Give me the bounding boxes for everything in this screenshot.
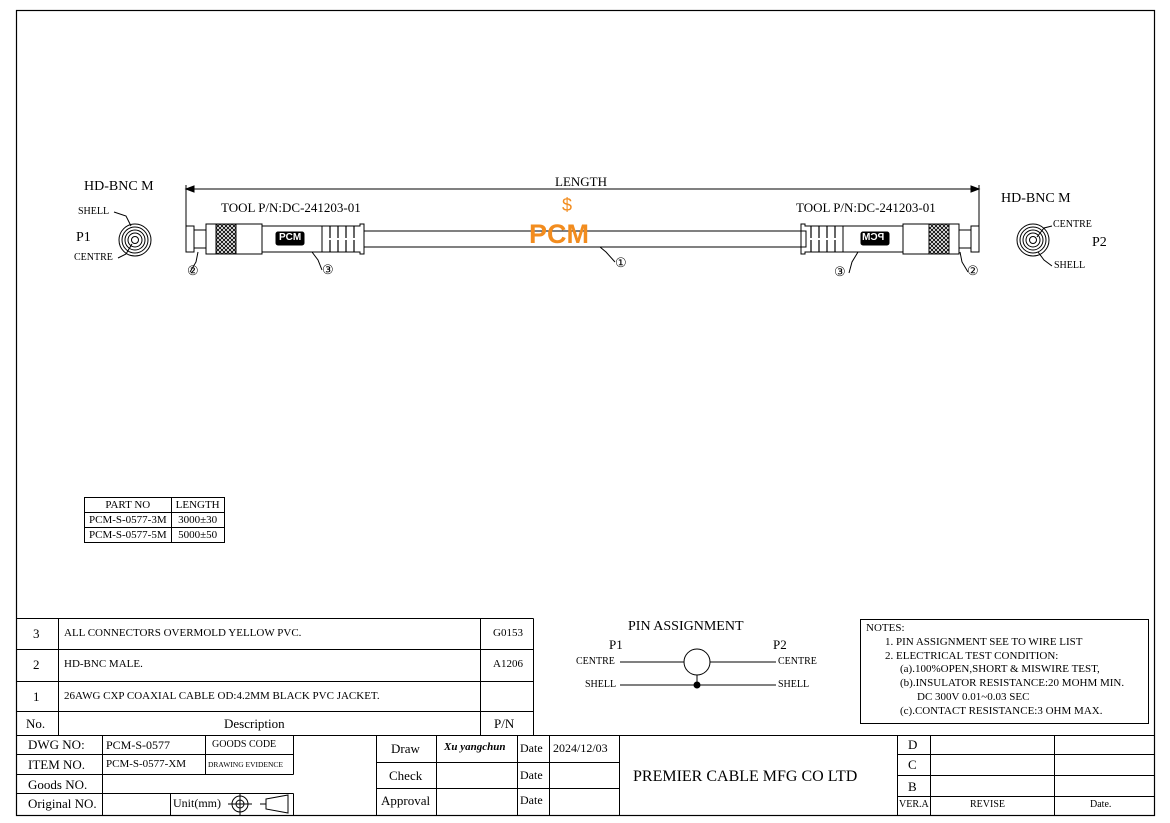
table-row bbox=[85, 513, 225, 528]
draw-date-value: 2024/12/03 bbox=[553, 741, 608, 755]
bom-header-pn: P/N bbox=[494, 716, 515, 731]
left-connector-title: HD-BNC M bbox=[84, 179, 154, 194]
part-no-cell: PCM-S-0577-5M bbox=[85, 528, 172, 543]
bom-header-description: Description bbox=[224, 716, 285, 731]
part-no-cell: PCM-S-0577-3M bbox=[85, 513, 172, 528]
pin-centre-left: CENTRE bbox=[576, 656, 615, 667]
revision-date-label: Date. bbox=[1090, 799, 1112, 810]
pin-assignment-title: PIN ASSIGNMENT bbox=[628, 619, 744, 634]
notes-line: (a).100%OPEN,SHORT & MISWIRE TEST, bbox=[900, 663, 1100, 675]
check-label: Check bbox=[389, 768, 423, 783]
item-no-value: PCM-S-0577-XM bbox=[106, 758, 187, 770]
length-cell: 3000±30 bbox=[171, 513, 224, 528]
approval-label: Approval bbox=[381, 793, 431, 808]
revision-b: B bbox=[908, 779, 917, 794]
left-tool-pn: TOOL P/N:DC-241203-01 bbox=[221, 200, 361, 215]
left-centre-label: CENTRE bbox=[74, 252, 113, 263]
dwg-no-label: DWG NO: bbox=[28, 737, 85, 752]
original-no-label: Original NO. bbox=[28, 796, 97, 811]
table-header-length: LENGTH bbox=[171, 498, 224, 513]
table-header-part-no: PART NO bbox=[85, 498, 172, 513]
bom-row-description: ALL CONNECTORS OVERMOLD YELLOW PVC. bbox=[64, 627, 302, 639]
callout-2-right: ② bbox=[967, 263, 979, 278]
pin-shell-right: SHELL bbox=[778, 679, 810, 690]
left-port-label: P1 bbox=[76, 230, 91, 245]
check-date-label: Date bbox=[520, 768, 543, 782]
bom-row-description: 26AWG CXP COAXIAL CABLE OD:4.2MM BLACK PVC JACKET. bbox=[64, 690, 380, 702]
dwg-no-value: PCM-S-0577 bbox=[106, 738, 171, 752]
revise-label: REVISE bbox=[970, 799, 1005, 810]
notes-line: 1. PIN ASSIGNMENT SEE TO WIRE LIST bbox=[885, 636, 1083, 648]
part-length-table bbox=[84, 497, 225, 543]
bom-row-pn: G0153 bbox=[493, 627, 523, 639]
approval-date-label: Date bbox=[520, 793, 543, 807]
draw-date-label: Date bbox=[520, 741, 543, 755]
notes-line: (c).CONTACT RESISTANCE:3 OHM MAX. bbox=[900, 705, 1103, 717]
bom-row-no: 3 bbox=[33, 626, 40, 641]
table-row bbox=[85, 528, 225, 543]
notes-line: 2. ELECTRICAL TEST CONDITION: bbox=[885, 650, 1059, 662]
notes-title: NOTES: bbox=[866, 622, 905, 634]
notes-line: (b).INSULATOR RESISTANCE:20 MOHM MIN. bbox=[900, 677, 1125, 689]
draw-label: Draw bbox=[391, 741, 420, 756]
pcm-logo-mark: $ bbox=[562, 195, 573, 215]
bom-row-no: 2 bbox=[33, 657, 40, 672]
bom-row-pn: A1206 bbox=[493, 658, 523, 670]
callout-3-left: ③ bbox=[322, 262, 334, 277]
callout-3-right: ③ bbox=[834, 264, 846, 279]
notes-line: DC 300V 0.01~0.03 SEC bbox=[917, 691, 1030, 703]
drawing-evidence-label: DRAWING EVIDENCE bbox=[208, 760, 284, 769]
pin-p1-label: P1 bbox=[609, 637, 623, 652]
pin-shell-left: SHELL bbox=[585, 679, 617, 690]
callout-1-cable: ① bbox=[615, 255, 627, 270]
goods-no-label: Goods NO. bbox=[28, 777, 88, 792]
bom-row-no: 1 bbox=[33, 689, 40, 704]
draw-signature: Xu yangchun bbox=[444, 741, 506, 753]
pcm-logo: PCM bbox=[529, 219, 589, 249]
right-overmold-logo: PCM bbox=[862, 232, 885, 243]
right-connector-title: HD-BNC M bbox=[1001, 191, 1071, 206]
ver-label: VER.A bbox=[899, 799, 929, 810]
left-overmold-logo: PCM bbox=[279, 232, 302, 243]
revision-c: C bbox=[908, 757, 917, 772]
pin-p2-label: P2 bbox=[773, 637, 787, 652]
right-shell-label: SHELL bbox=[1054, 260, 1086, 271]
table-header-row bbox=[85, 498, 225, 513]
bom-row-description: HD-BNC MALE. bbox=[64, 658, 143, 670]
callout-2-left: ② bbox=[187, 263, 199, 278]
goods-code-label: GOODS CODE bbox=[212, 739, 277, 750]
right-tool-pn: TOOL P/N:DC-241203-01 bbox=[796, 200, 936, 215]
item-no-label: ITEM NO. bbox=[28, 757, 86, 772]
length-label: LENGTH bbox=[555, 174, 607, 189]
pin-centre-right: CENTRE bbox=[778, 656, 817, 667]
left-shell-label: SHELL bbox=[78, 206, 110, 217]
unit-label: Unit(mm) bbox=[173, 796, 221, 810]
right-centre-label: CENTRE bbox=[1053, 219, 1092, 230]
company-name: PREMIER CABLE MFG CO LTD bbox=[633, 768, 858, 785]
right-port-label: P2 bbox=[1092, 235, 1107, 250]
length-cell: 5000±50 bbox=[171, 528, 224, 543]
bom-header-no: No. bbox=[26, 716, 46, 731]
revision-d: D bbox=[908, 737, 918, 752]
